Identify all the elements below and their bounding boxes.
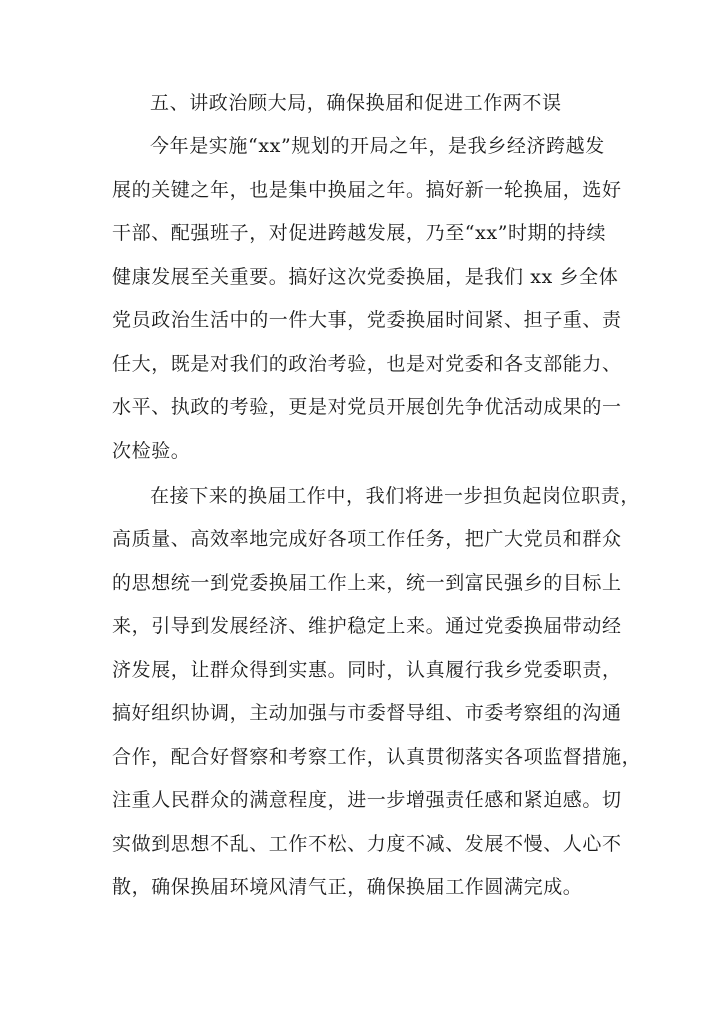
paragraph-1-line: 水平、执政的考验，更是对党员开展创先争优活动成果的一 bbox=[112, 396, 622, 418]
paragraph-2-line: 高质量、高效率地完成好各项工作任务，把广大党员和群众 bbox=[112, 528, 622, 550]
paragraph-1-line: 展的关键之年，也是集中换届之年。搞好新一轮换届，选好 bbox=[112, 179, 622, 201]
paragraph-1-line: 干部、配强班子，对促进跨越发展，乃至“xx”时期的持续 bbox=[112, 222, 607, 244]
paragraph-2-line: 济发展，让群众得到实惠。同时，认真履行我乡党委职责， bbox=[112, 659, 622, 681]
paragraph-1-line: 今年是实施“xx”规划的开局之年，是我乡经济跨越发 bbox=[150, 135, 605, 157]
paragraph-2-line: 实做到思想不乱、工作不松、力度不减、发展不慢、人心不 bbox=[112, 833, 622, 855]
paragraph-2-line: 的思想统一到党委换届工作上来，统一到富民强乡的目标上 bbox=[112, 572, 622, 594]
paragraph-2-line: 合作，配合好督察和考察工作，认真贯彻落实各项监督措施， bbox=[112, 746, 642, 768]
paragraph-2-line: 散，确保换届环境风清气正，确保换届工作圆满完成。 bbox=[112, 876, 583, 898]
paragraph-1-line: 党员政治生活中的一件大事，党委换届时间紧、担子重、责 bbox=[112, 309, 622, 331]
paragraph-1-line: 次检验。 bbox=[112, 440, 191, 462]
paragraph-2-line: 来，引导到发展经济、维护稳定上来。通过党委换届带动经 bbox=[112, 615, 622, 637]
paragraph-1-line: 任大，既是对我们的政治考验，也是对党委和各支部能力、 bbox=[112, 353, 622, 375]
paragraph-2-line: 注重人民群众的满意程度，进一步增强责任感和紧迫感。切 bbox=[112, 789, 622, 811]
paragraph-1-line: 健康发展至关重要。搞好这次党委换届，是我们 xx 乡全体 bbox=[112, 266, 619, 288]
paragraph-2-line: 搞好组织协调，主动加强与市委督导组、市委考察组的沟通 bbox=[112, 702, 622, 724]
paragraph-2-line: 在接下来的换届工作中，我们将进一步担负起岗位职责， bbox=[150, 485, 641, 507]
section-heading: 五、讲政治顾大局，确保换届和促进工作两不误 bbox=[150, 92, 562, 114]
